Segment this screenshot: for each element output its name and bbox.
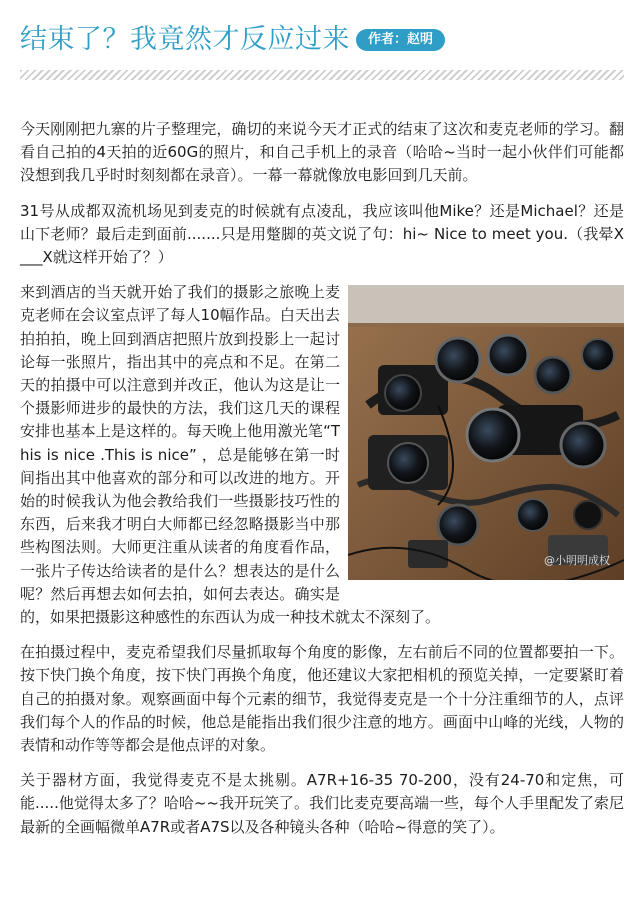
camera-gear-illustration xyxy=(348,285,624,580)
paragraph-2: 31号从成都双流机场见到麦克的时候就有点凌乱，我应该叫他Mike？还是Michael？还是山下老师？最后走到面前.......只是用蹩脚的英文说了句：hi~ Nice to meet you.（我晕X___X就这样开始了？） xyxy=(20,201,624,267)
paragraph-4: 在拍摄过程中，麦克希望我们尽量抓取每个角度的影像，左右前后不同的位置都要拍一下。按下快门换个角度，按下快门再换个角度，他还建议大家把相机的预览关掉，一定要紧盯着自己的拍摄对象。观察画面中每个元素的细节，我觉得麦克是一个十分注重细节的人，点评我们每个人的作品的时候，他总是能指出我们很少注意的地方。画面中山峰的光线，人物的表情和动作等等都会是他点评的对象。 xyxy=(20,643,624,755)
paragraph-5: 关于器材方面，我觉得麦克不是太挑剔。A7R+16-35 70-200，没有24-70和定焦，可能.....他觉得太多了？哈哈~~我开玩笑了。我们比麦克要高端一些，每个人手里配发了索尼最新的全画幅微单A7R或者A7S以及各种镜头各种（哈哈~得意的笑了）。 xyxy=(20,771,624,836)
photo-watermark: @小明明成权 xyxy=(544,554,610,568)
author-badge: 作者：赵明 xyxy=(356,29,445,51)
camera-gear-photo xyxy=(348,285,624,580)
article-body xyxy=(20,118,624,851)
paragraph-1: 今天刚刚把九寨的片子整理完，确切的来说今天才正式的结束了这次和麦克老师的学习。翻看自己拍的4天拍的近60G的照片，和自己手机上的录音（哈哈~当时一起小伙伴们可能都没想到我几乎时时刻刻都在录音）。一幕一幕就像放电影回到几天前。 xyxy=(20,120,624,185)
article-header xyxy=(20,20,624,60)
page-title: 结束了？我竟然才反应过来 xyxy=(20,24,350,55)
hatched-divider xyxy=(20,70,624,80)
paragraph-3: 来到酒店的当天就开始了我们的摄影之旅晚上麦克老师在会议室点评了每人10幅作品。白天出去拍拍拍，晚上回到酒店把照片放到投影上一起讨论每一张照片，指出其中的亮点和不足。在第二天的拍摄中可以注意到并改正，他认为这是让一个摄影师进步的最快的方法，我们这几天的课程安排也基本上是这样的。每天晚上他用激光笔“This is nice .This is nice” ，总是能够在第一时间指出其中他喜欢的部分和可以改进的地方。开始的时候我认为他会教给我们一些摄影技巧性的东西，后来我才明白大师都已经忽略摄影当中那些构图法则。大师更注重从读者的角度看作品，一张片子传达给读者的是什么？想表达的是什么呢？然后再想去如何去拍，如何去表达。确实是的，如果把摄影这种感性的东西认为成一种技术就太不深刻了。 xyxy=(20,283,441,627)
